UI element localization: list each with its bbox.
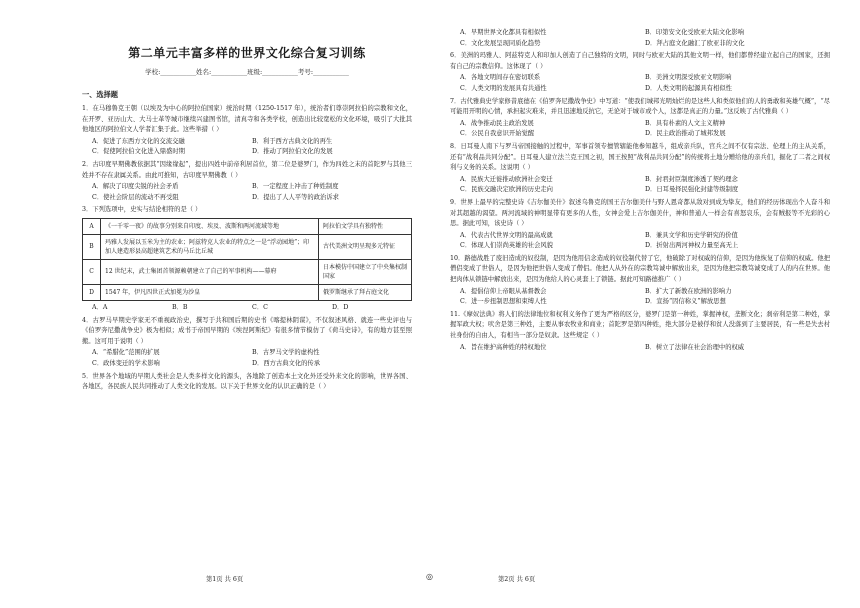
option: C．政体变迁的学术影响 (92, 359, 160, 367)
table-row (83, 284, 412, 300)
question-1-options (82, 137, 412, 158)
table-row (83, 218, 412, 234)
option: D．民主政治推动了城邦发展 (645, 130, 726, 138)
option: D．日耳曼择民强化封建等级制度 (645, 186, 739, 194)
row-conclusion: 阿拉伯文学具有独特性 (319, 218, 412, 234)
option: B．具有朴素的人文主义精神 (645, 119, 726, 127)
row-letter: A (83, 218, 101, 234)
question-8: 8．日耳曼人南下与罗马帝国接触的过程中，军事首领专擅管辖能他参知越斗，组成亲兵队，官兵之间不仅有宗法、伦理上的主从关系，还有“战利品共同分配”。日耳曼人建立法兰克王国之初，国王按照“战利品共同分配”的传统将土地分赠给他的亲兵们，掘化了二者之间权利与义务的关系。这说明（ ） (450, 142, 830, 172)
question-11-options (450, 343, 830, 354)
option: D．提出了人人平等的政治诉求 (252, 193, 339, 201)
option: D．宣扬“因信称义”解放思想 (645, 298, 726, 306)
question-3-table (82, 218, 412, 301)
question-9-options (450, 231, 830, 252)
option: B．扩大了新教在欧洲的影响力 (645, 287, 732, 295)
question-8-options (450, 175, 830, 196)
question-7-options (450, 119, 830, 140)
option: C．使社会阶层的流动不再受阻 (92, 193, 179, 201)
question-6: 6．美洲的玛雅人、阿兹特克人和印加人创造了自己独特的文明，同时与欧亚大陆的其他文明一样，他们都曾经建立起自己的国家，还拥有自己的宗教信仰。这体现了（ ） (450, 52, 830, 70)
option: B．封君封臣制度渗透了契约理念 (645, 175, 738, 183)
option: A．战争推动民主政治发展 (460, 119, 534, 127)
option: A．代表古代世界文明的最高成就 (460, 231, 553, 239)
option: D．折射出两河神权力量至高无上 (645, 242, 739, 250)
question-11: 11.《摩奴法典》将人们的法律地位和权利义务作了更为严格的区分，婆罗门是第一种姓，掌握神权，垄断文化；刹帝利是第二种姓，掌握军政大权；吠舍是第三种姓，主要从事农牧业和商业；首陀罗是第四种姓，绝大部分是被俘和贫人没落到了主要居民，有一些是失去村社身份的自由人，有相当一部分是奴隶。这些规定（ ） (450, 310, 830, 340)
row-letter: D (83, 284, 101, 300)
question-1: 1．在马穆鲁克王朝（以埃及为中心的阿拉伯国家）统治时期（1250-1517 年），统治者们尊崇阿拉伯的宗教和文化，在开罗、亚历山大、大马士革等城市继续兴建图书馆，清真寺和各类学校，创造出比较宽松的文化环境，吸引了大批其他地区的阿拉伯文人学者汇集于此。这些举措（ ） (82, 105, 412, 134)
option: B．兼具文学和历史学研究的价值 (645, 231, 738, 239)
option: D．人类文明的起源具有相似性 (645, 84, 732, 92)
option: D．拜占庭文化融汇了欧亚非的文化 (645, 39, 745, 47)
row-fact: 1547 年，伊凡四世正式加冕为沙皇 (101, 284, 319, 300)
option: A．“希腊化”范围的扩展 (92, 349, 160, 357)
table-row (83, 234, 412, 259)
question-3-options (82, 303, 412, 314)
question-4-options (82, 348, 412, 369)
option: A．促进了东西方文化的交流交融 (92, 137, 185, 145)
option: C．文化发展呈现同质化趋势 (460, 39, 541, 47)
option: B．树立了法律在社会治理中的权威 (645, 343, 745, 351)
option: B．一定程度上冲击了种姓制度 (252, 183, 339, 191)
option: B．利于西方古典文化的再生 (252, 137, 333, 145)
option: A．旨在维护高种姓的特权地位 (460, 343, 547, 351)
question-5: 5．世界各个地域的早期人类社会是人类多样文化的源头，各地除了创造本土文化外还受外来文化的影响，世界各国、各地区，各民族人民共同推动了人类文化的发展。以下关于世界文化的认识正确的是（ ） (82, 372, 412, 391)
question-4: 4．古罗马早期史学家无不重视政治史，撰写于共和国后期的史书《喀提林阴谋》，不仅叙述风格、就连一些史评也与《伯罗奔尼撒战争史》极为相似；成书于帝国早期的《埃涅阿斯纪》有很多情节模仿了《荷马史诗》，有的地方甚至照搬。这可用于说明（ ） (82, 316, 412, 345)
row-letter: C (83, 259, 101, 284)
option: C．民族交融决定欧洲的历史走向 (460, 186, 553, 194)
option: C．人类文明的发展具有共通性 (460, 84, 547, 92)
option: C．促使阿拉伯文化进入鼎盛时期 (92, 148, 185, 156)
row-letter: B (83, 234, 101, 259)
option: D．D (332, 303, 349, 311)
option: C．公民自我意识开始觉醒 (460, 130, 535, 138)
section-heading: 一、选择题 (82, 90, 118, 99)
row-fact: 玛雅人发展以玉米为主的农业；阿兹特克人农业的特点之一是“浮动园地”；印加人建造形县高超建筑艺术的马丘比丘城 (101, 234, 319, 259)
option: A．各地文明间存在密切联系 (460, 74, 541, 82)
footer-page-number-right: 第2页 共 6页 (498, 576, 536, 583)
question-9: 9．世界上最早的完整史诗《吉尔伽美什》叙述乌鲁克的国王吉尔伽美什与野人恩奇都从敌对到成为挚友，他们的经历体现出个人奋斗和对其超越的渴望。两河流域的神明显带有更多的人性，女神会爱上吉尔伽美什，神和普通人一样会有喜怒哀乐，会有贼报等不光彩的心思。据此可知，该史诗（ ） (450, 198, 830, 228)
footer-page-number-left: 第1页 共 6页 (206, 576, 244, 583)
option: A．早期世界文化都具有相似性 (460, 29, 547, 36)
question-10: 10．路德战胜了废旧造成的奴役制，是因为他用信念造成的奴役制代替了它，他破除了对权威的信仰，是因为他恢复了信仰的权威。他把僧侣变成了世俗人，是因为他把世俗人变成了僧侣。他把人从外在的宗教笃诚中解放出来，是因为他把宗教笃诚变成了人的内在世界。他把肉体从锁链中解放出来，是因为他给人的心灵套上了锁链。据此可知路德推广（ ） (450, 254, 830, 284)
question-2: 2．古印度早期佛教依据其“因缘缘起”，提出四姓中前帝利居首位，第二位是婆罗门，作为四姓之末的首陀罗与其他三姓并不存在隶属关系。由此可推知，古印度早期佛教（ ） (82, 160, 412, 179)
student-info-line: 学校:___________姓名:___________班级:___________考号:___________ (145, 68, 349, 76)
option: C．进一步扭制思想和束缚人性 (460, 298, 547, 306)
question-6-options (450, 73, 830, 94)
option: D．推动了阿拉伯文化的发展 (252, 148, 333, 156)
question-2-options (82, 182, 412, 203)
option: B．美洲文明深受欧亚文明影响 (645, 74, 732, 82)
page-title: 第二单元丰富多样的世界文化综合复习训练 (128, 46, 366, 60)
option: A．民族大迁徙推动欧洲社会变迁 (460, 175, 553, 183)
row-fact: 《一千零一夜》的故事分别来自印度、埃及、波斯和两河流域等地 (101, 218, 319, 234)
option: B．印第安文化受欧亚大陆文化影响 (645, 29, 745, 36)
option: B．B (172, 303, 188, 311)
row-conclusion: 古代美洲文明呈现多元特征 (319, 234, 412, 259)
table-row (83, 259, 412, 284)
option: B．古罗马文学的虚构性 (252, 349, 320, 357)
option: A．提倡信仰上帝眼从基督教会 (460, 287, 547, 295)
right-page (430, 0, 860, 608)
question-5-options (450, 28, 830, 49)
row-fact: 12 世纪末，武士集团首领源赖朝建立了自己的军事机构——幕府 (101, 259, 319, 284)
option: C．C (252, 303, 268, 311)
question-10-options (450, 287, 830, 308)
option: D．西方古典文化的传承 (252, 359, 321, 367)
row-conclusion: 日本模仿中国建立了中央集权制国家 (319, 259, 412, 284)
binding-marker-icon: ◎ (426, 572, 433, 581)
option: A．解决了印度尖锐的社会矛盾 (92, 183, 179, 191)
option: C．体现人们崇尚英雄的社会风貌 (460, 242, 553, 250)
row-conclusion: 俄罗斯继承了拜占庭文化 (319, 284, 412, 300)
option: A．A (92, 303, 108, 311)
question-7: 7．古代雅典史学家修昔底德在《伯罗奔尼撒战争史》中写道：“使我们城邦光明灿烂的是这些人和类似他们的人的勇敢和英雄气概”，“尽可能用开明的心情，承担起灾难来，并且迅速地反抗它，无论对于城市或个人，这都是真正的力量。”这反映了古代雅典（ ） (450, 97, 830, 116)
question-3: 3．下列选项中，史实与结论相符的是（ ） (82, 206, 202, 214)
